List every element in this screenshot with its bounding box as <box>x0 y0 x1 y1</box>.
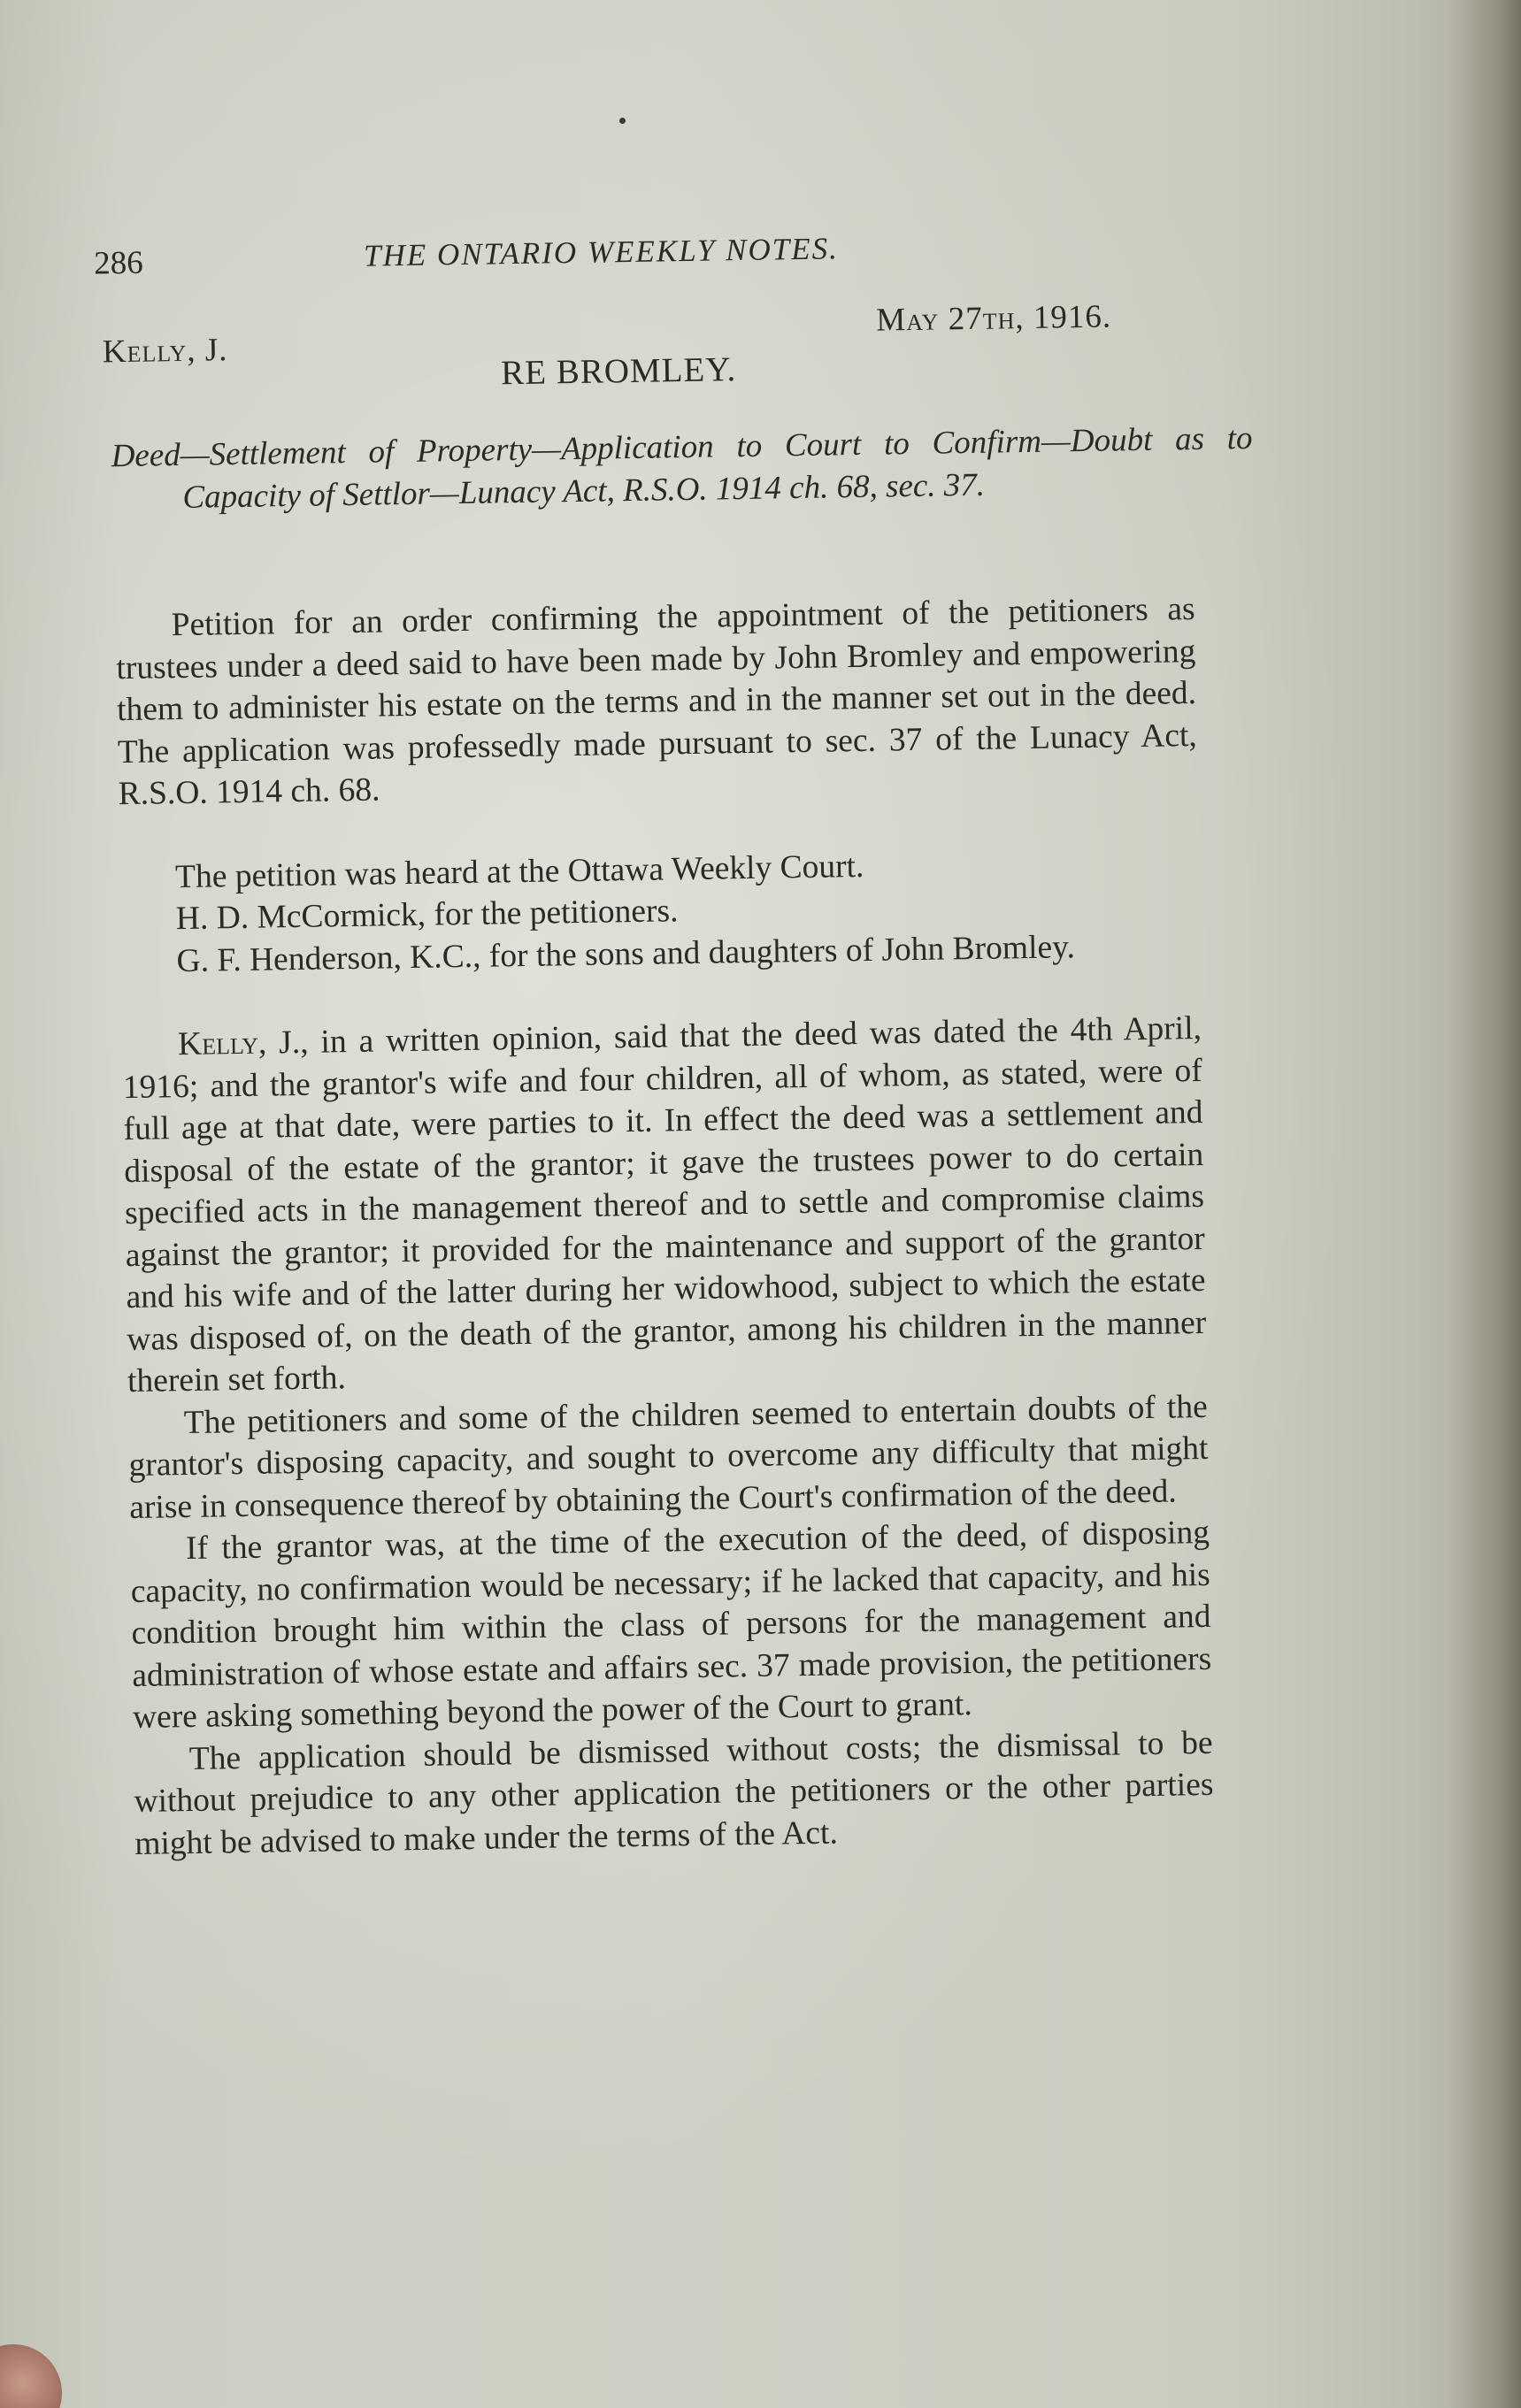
counsel-respondents: G. F. Henderson, K.C., for the sons and daughters of John Bromley. <box>176 928 1076 979</box>
headnote: Deed—Settlement of Property—Application to Court to Confirm—Doubt as to Capacity of Settlor—Lunacy Act, R.S.O. 1914 ch. 68, sec. 37. <box>111 419 1253 516</box>
petition-paragraph: Petition for an order confirming the appointment of the petitioners as trustees under a deed said to have been made by John Bromley and empowering them to administer his estate on the terms and in the manner set out in the deed. The application was professedly made pursuant to sec. 37 of the Lunacy Act, R.S.O. 1914 ch. 68. <box>116 590 1198 813</box>
case-title: RE BROMLEY. <box>500 350 737 393</box>
opinion-paragraph-4: The application should be dismissed without costs; the dismissal to be without prejudice to any other application the petitioners or the other parties might be advised to make under the terms of the Act. <box>134 1724 1214 1862</box>
opinion-judge-name: Kelly, J. <box>177 1024 301 1063</box>
opinion-paragraph-2: The petitioners and some of the children seemed to entertain doubts of the grantor's disposing capacity, and sought to overcome any difficulty that might arise in consequence thereof by obtaining the Court's confirmation of the deed. <box>128 1388 1209 1526</box>
running-head <box>94 226 1183 287</box>
case-date: May 27th, 1916. <box>876 298 1112 339</box>
opinion-paragraph-3: If the grantor was, at the time of the execution of the deed, of disposing capacity, no confirmation would be necessary; if he lacked that capacity, and his condition brought him within the class of persons for the management and administration of whose estate and affairs sec. 37 made provision, the petitioners were asking something beyond the power of the Court to grant. <box>130 1514 1212 1737</box>
case-judge: Kelly, J. <box>102 332 228 371</box>
journal-title: THE ONTARIO WEEKLY NOTES. <box>363 231 840 273</box>
opinion-paragraph <box>122 1008 1208 1403</box>
page-number: 286 <box>93 244 144 282</box>
counsel-petitioners: H. D. McCormick, for the petitioners. <box>175 893 679 938</box>
hearing-paragraph: The petition was heard at the Ottawa Weekly Court. <box>174 847 864 895</box>
opinion-text: , in a written opinion, said that the deed was dated the 4th April, 1916; and the grantor's wife and four children, all of whom, as stated, were of full age at that date, were parties to it. In effect the deed was a settlement and disposal of the estate of the grantor; it gave the trustees power to do certain specified acts in the management thereof and to settle and compromise claims against the grantor; it provided for the maintenance and support of the grantor and his wife and of the latter during her widowhood, subject to which the estate was disposed of, on the death of the grantor, among his children in the manner therein set forth. <box>122 1009 1207 1400</box>
body-text <box>115 588 1214 1865</box>
